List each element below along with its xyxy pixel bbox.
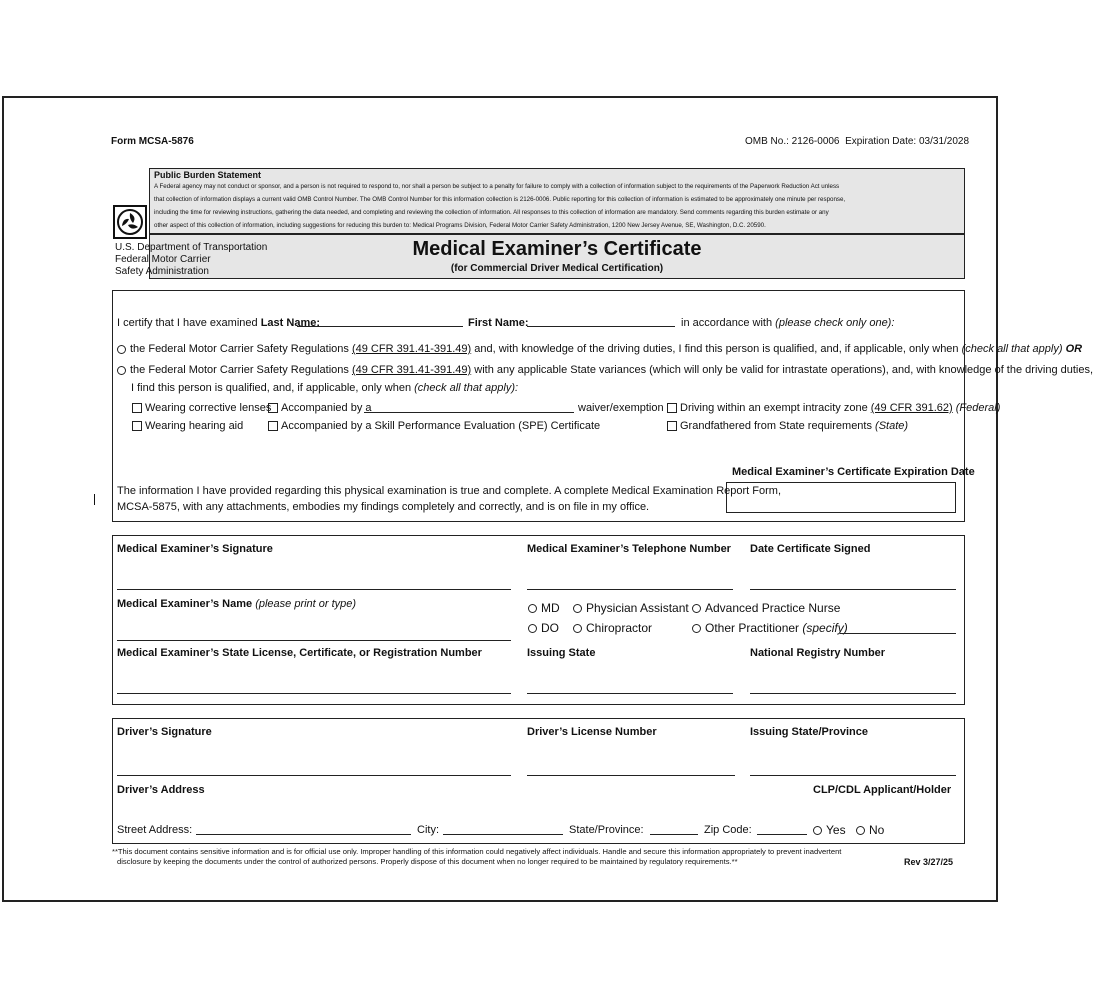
radio-chiropractor[interactable]: Chiropractor bbox=[573, 621, 652, 635]
examiner-telephone-field[interactable] bbox=[527, 589, 733, 590]
driver-license-label: Driver’s License Number bbox=[527, 726, 657, 738]
waiver-field[interactable] bbox=[364, 412, 574, 413]
certificate-subtitle: (for Commercial Driver Medical Certification) bbox=[450, 263, 664, 274]
radio-other-practitioner[interactable]: Other Practitioner (specify) bbox=[692, 621, 848, 635]
accordance-text: in accordance with (please check only one): bbox=[681, 317, 895, 329]
option-state-line-2: I find this person is qualified, and, if applicable, only when (check all that apply): bbox=[131, 382, 519, 394]
examiner-license-field[interactable] bbox=[117, 693, 511, 694]
agency-line-2: Federal Motor Carrier bbox=[115, 254, 211, 265]
option-state-variance[interactable]: the Federal Motor Carrier Safety Regulations (49 CFR 391.41-391.49) with any applicable State variances (which will only be valid for intrastate operations), and, with knowledge of the driving duties, bbox=[117, 364, 1093, 376]
radio-md[interactable]: MD bbox=[528, 601, 560, 615]
examiner-signature-field[interactable] bbox=[117, 589, 511, 590]
statement-line-1: The information I have provided regarding this physical examination is true and complete. A complete Medical Examination Report Form, bbox=[117, 485, 782, 497]
examiner-telephone-label: Medical Examiner’s Telephone Number bbox=[527, 543, 731, 555]
radio-do[interactable]: DO bbox=[528, 621, 559, 635]
city-label: City: bbox=[417, 824, 439, 836]
dot-triskelion-logo-icon bbox=[115, 207, 145, 237]
last-name-field[interactable] bbox=[297, 326, 463, 327]
expiration-date-label: Medical Examiner’s Certificate Expiration Date bbox=[732, 466, 975, 478]
clp-cdl-label: CLP/CDL Applicant/Holder bbox=[813, 784, 952, 796]
burden-line-3: including the time for reviewing instructions, gathering the data needed, and completing and reviewing the collection of information. All responses to this collection of information are mandatory. Send comments regarding this burden estimate or any bbox=[154, 209, 829, 216]
margin-mark bbox=[94, 494, 95, 505]
date-signed-field[interactable] bbox=[750, 589, 956, 590]
issuing-state-field[interactable] bbox=[527, 693, 733, 694]
form-number: Form MCSA-5876 bbox=[111, 136, 194, 147]
burden-line-1: A Federal agency may not conduct or sponsor, and a person is not required to respond to, nor shall a person be subject to a penalty for failure to comply with a collection of information subject to the requirements of the Paperwork Reduction Act unless bbox=[154, 183, 840, 190]
driver-signature-label: Driver’s Signature bbox=[117, 726, 212, 738]
first-name-field[interactable] bbox=[527, 326, 675, 327]
footer-line-2: disclosure by keeping the documents under the control of authorized persons. Properly dispose of this document when no longer required to be maintained by regulatory requirements.** bbox=[117, 857, 738, 866]
registry-number-field[interactable] bbox=[750, 693, 956, 694]
agency-line-3: Safety Administration bbox=[115, 266, 209, 277]
street-address-label: Street Address: bbox=[117, 824, 193, 836]
driver-address-label: Driver’s Address bbox=[117, 784, 205, 796]
certify-intro: I certify that I have examined Last Name: bbox=[117, 317, 320, 329]
checkbox-intracity-zone[interactable]: Driving within an exempt intracity zone (49 CFR 391.62) (Federal) bbox=[667, 402, 1000, 414]
examiner-section bbox=[112, 535, 965, 705]
revision-date: Rev 3/27/25 bbox=[904, 857, 954, 867]
burden-line-2: that collection of information displays a current valid OMB Control Number. The OMB Control Number for this information collection is 2126-0006. Public reporting for this collection of information is estimated to be approximately one minute per response, bbox=[154, 196, 846, 203]
radio-advanced-practice-nurse[interactable]: Advanced Practice Nurse bbox=[692, 601, 840, 615]
checkbox-hearing-aid[interactable]: Wearing hearing aid bbox=[132, 420, 243, 432]
street-address-field[interactable] bbox=[196, 834, 411, 835]
examiner-name-label: Medical Examiner’s Name (please print or type) bbox=[117, 598, 357, 610]
examiner-name-field[interactable] bbox=[117, 640, 511, 641]
first-name-label: First Name: bbox=[468, 317, 529, 329]
radio-clp-no[interactable]: No bbox=[856, 823, 884, 837]
omb-number: OMB No.: 2126-0006 Expiration Date: 03/31/2028 bbox=[745, 136, 970, 147]
state-province-label: State/Province: bbox=[569, 824, 644, 836]
other-practitioner-field[interactable] bbox=[840, 633, 956, 634]
statement-line-2: MCSA-5875, with any attachments, embodies my findings completely and correctly, and is on file in my office. bbox=[117, 501, 650, 513]
burden-title: Public Burden Statement bbox=[154, 170, 262, 180]
state-province-field[interactable] bbox=[650, 834, 698, 835]
certificate-title: Medical Examiner’s Certificate bbox=[412, 238, 702, 260]
city-field[interactable] bbox=[443, 834, 563, 835]
burden-line-4: other aspect of this collection of information, including suggestions for reducing this burden to: Medical Programs Division, Federal Motor Carrier Safety Administration, 1200 New Jersey Avenue, SE, Washington, D.C. 20590. bbox=[154, 222, 766, 229]
checkbox-grandfathered[interactable]: Grandfathered from State requirements (State) bbox=[667, 420, 908, 432]
driver-issuing-field[interactable] bbox=[750, 775, 956, 776]
issuing-state-label: Issuing State bbox=[527, 647, 596, 659]
driver-issuing-label: Issuing State/Province bbox=[750, 726, 868, 738]
examiner-signature-label: Medical Examiner’s Signature bbox=[117, 543, 273, 555]
radio-physician-assistant[interactable]: Physician Assistant bbox=[573, 601, 689, 615]
dot-logo bbox=[113, 205, 147, 239]
checkbox-accompanied-waiver[interactable]: Accompanied by a bbox=[268, 402, 372, 414]
agency-line-1: U.S. Department of Transportation bbox=[115, 242, 268, 253]
zip-code-label: Zip Code: bbox=[704, 824, 752, 836]
option-state-radio[interactable] bbox=[117, 366, 126, 375]
waiver-exemption-label: waiver/exemption bbox=[578, 402, 664, 414]
radio-clp-yes[interactable]: Yes bbox=[813, 823, 846, 837]
zip-code-field[interactable] bbox=[757, 834, 807, 835]
examiner-license-label: Medical Examiner’s State License, Certificate, or Registration Number bbox=[117, 647, 482, 659]
registry-number-label: National Registry Number bbox=[750, 647, 886, 659]
checkbox-spe-certificate[interactable]: Accompanied by a Skill Performance Evaluation (SPE) Certificate bbox=[268, 420, 600, 432]
footer-line-1: **This document contains sensitive information and is for official use only. Improper handling of this information could negatively affect individuals. Handle and secure this information appropriately to prevent inadvertent bbox=[112, 847, 842, 856]
checkbox-corrective-lenses[interactable]: Wearing corrective lenses bbox=[132, 402, 271, 414]
option-federal[interactable]: the Federal Motor Carrier Safety Regulations (49 CFR 391.41-391.49) and, with knowledge of the driving duties, I find this person is qualified, and, if applicable, only when (check all that apply) OR bbox=[117, 343, 1082, 355]
driver-signature-field[interactable] bbox=[117, 775, 511, 776]
driver-license-field[interactable] bbox=[527, 775, 735, 776]
date-signed-label: Date Certificate Signed bbox=[750, 543, 871, 555]
option-federal-radio[interactable] bbox=[117, 345, 126, 354]
